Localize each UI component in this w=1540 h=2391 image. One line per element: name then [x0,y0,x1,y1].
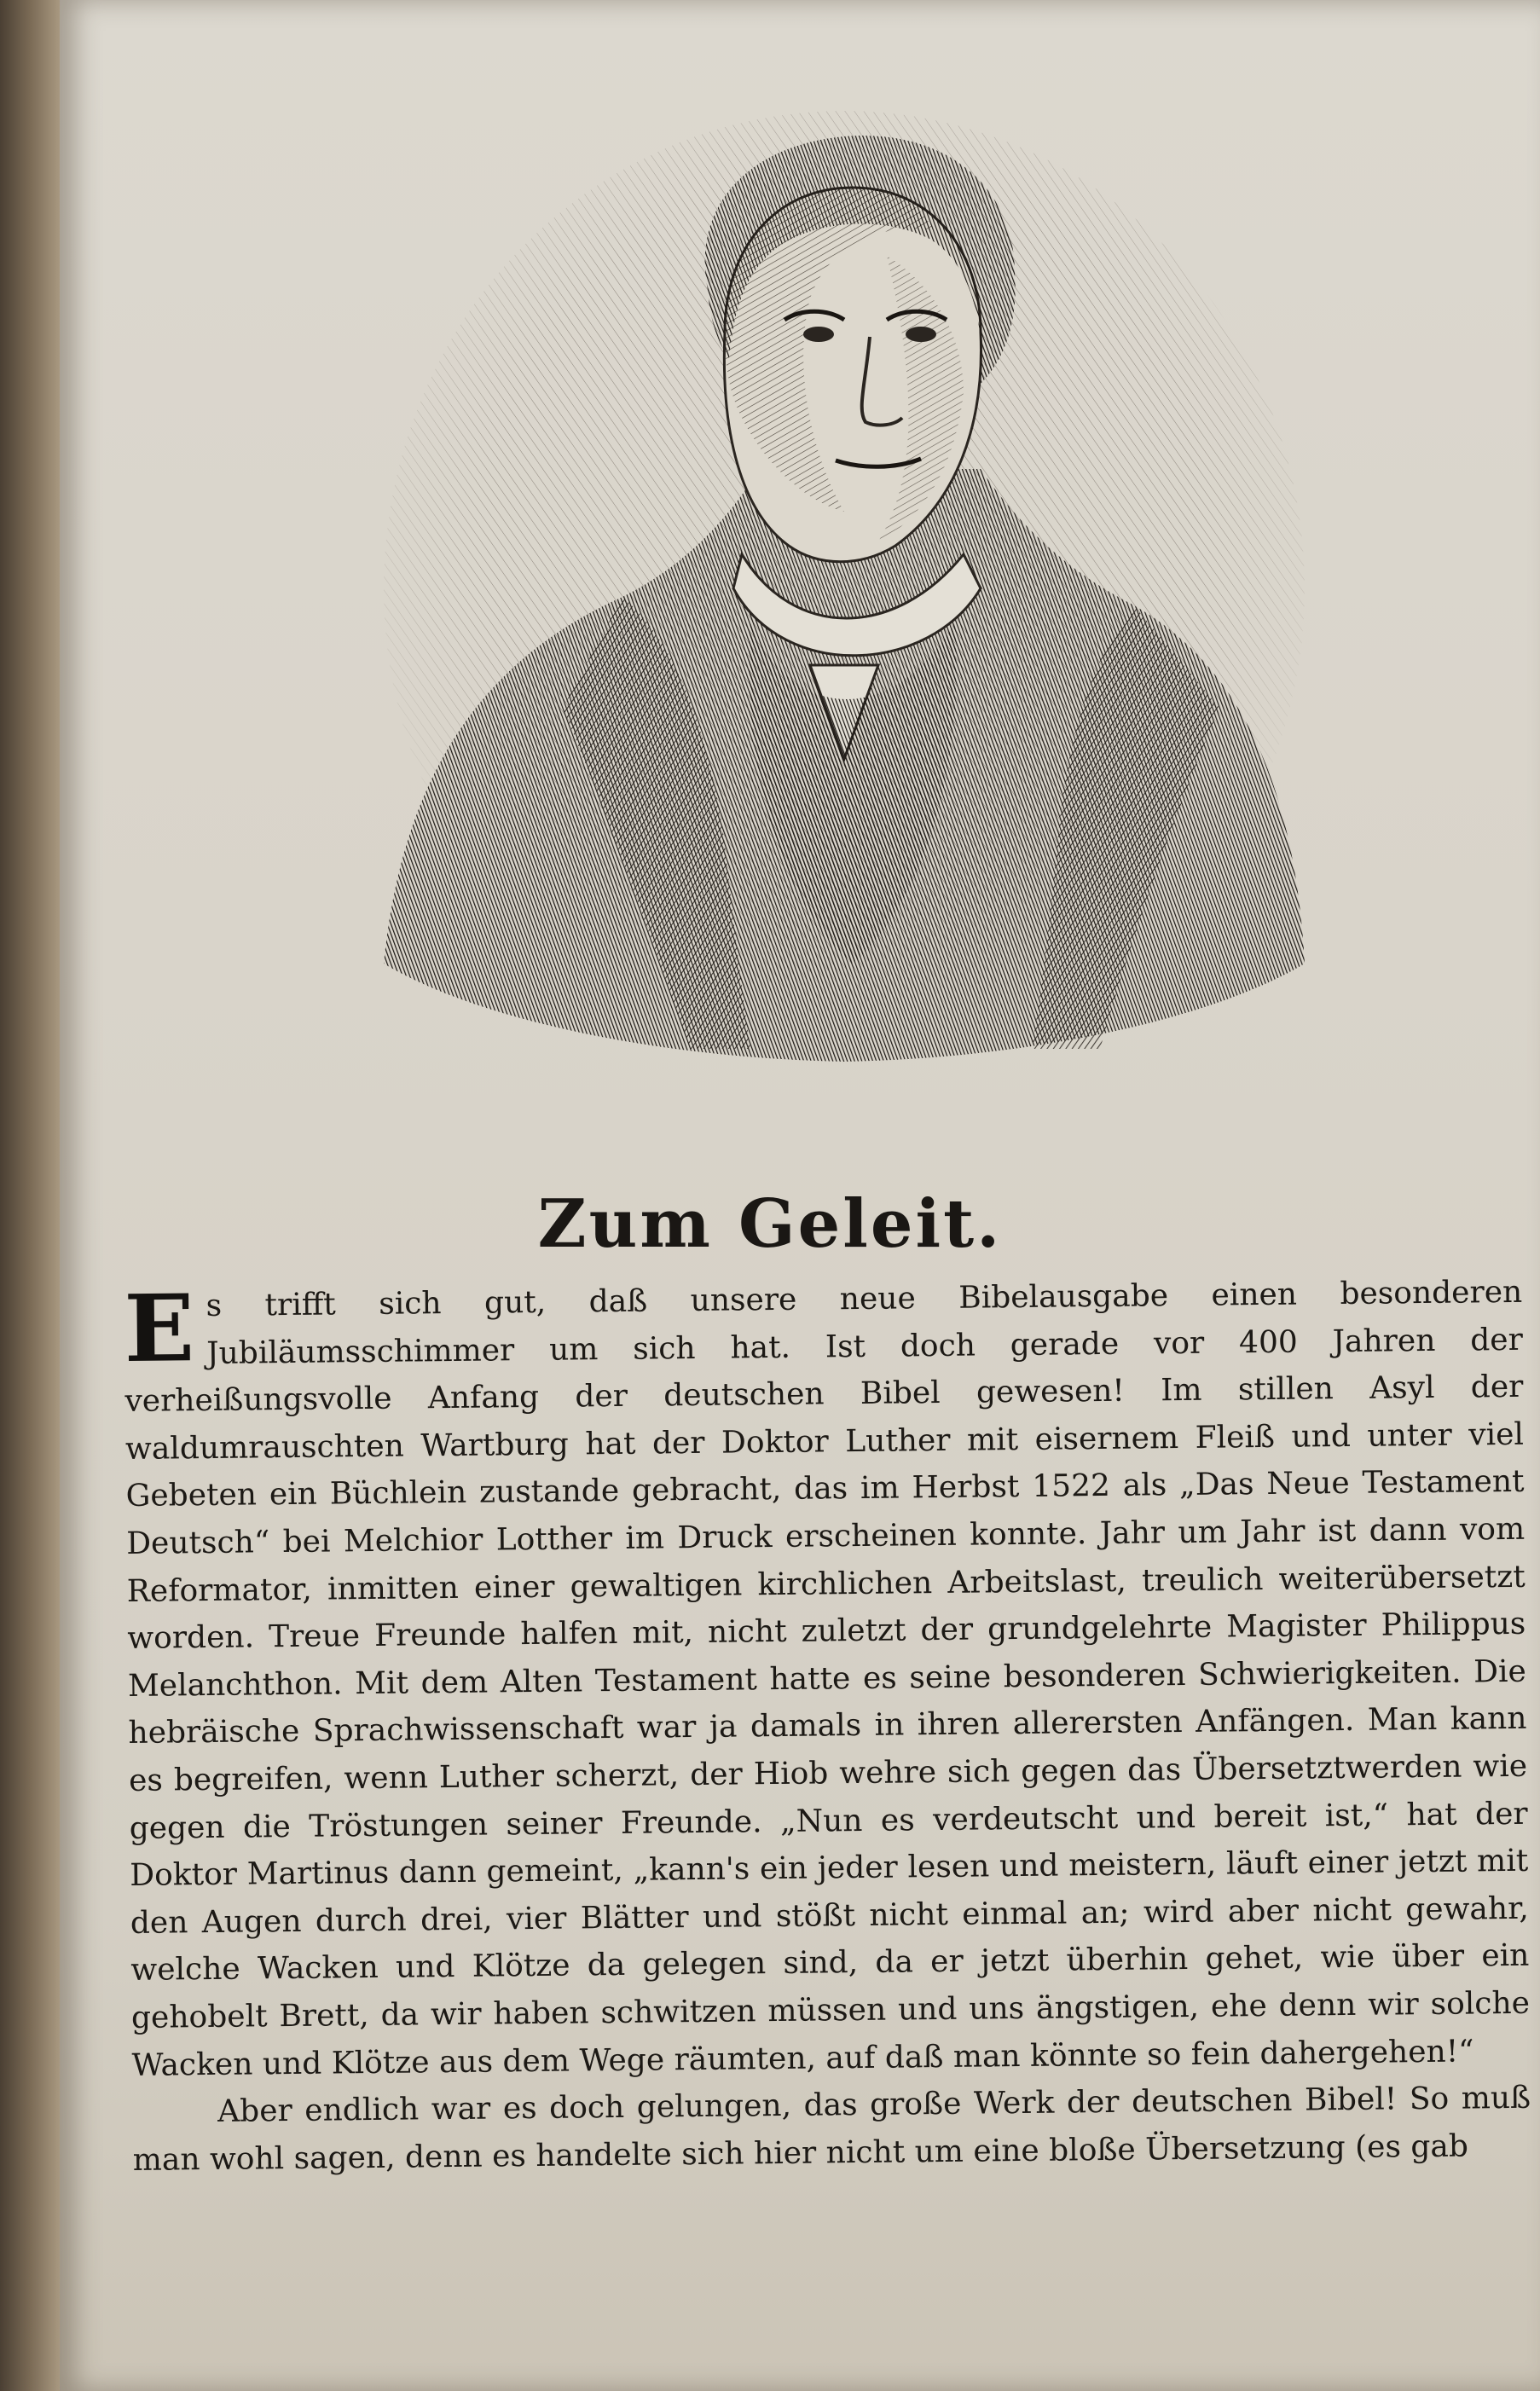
drop-cap: E [123,1275,195,1383]
paragraph-1-text: s trifft sich gut, daß unsere neue Bibelausgabe einen besonderen Jubiläumsschimmer um sich hat. Ist doch gerade vor 400 Jahren der verheißungsvolle Anfang der deutschen Bibel gewesen! Im stillen Asyl der waldumrauschten Wartburg hat der Doktor Luther mit eisernem Fleiß und unter viel Gebeten ein Büchlein zustande gebracht, das im Herbst 1522 als „Das Neue Testament Deutsch“ bei Melchior Lotther im Druck erscheinen konnte. Jahr um Jahr ist dann vom Reformator, inmitten einer gewaltigen kirchlichen Arbeitslast, treulich weiterübersetzt worden. Treue Freunde halfen mit, nicht zuletzt der grundgelehrte Magister Philippus Melanchthon. Mit dem Alten Testament hatte es seine besonderen Schwierigkeiten. Die hebräische Sprachwissenschaft war ja damals in ihren allerersten Anfängen. Man kann es begreifen, wenn Luther scherzt, der Hiob wehre sich gegen das Übersetztwerden wie gegen die Tröstungen seiner Freunde. „Nun es verdeutscht und bereit ist,“ hat der Doktor Martinus dann gemeint, „kann's ein jeder lesen und meistern, läuft einer jetzt mit den Augen durch drei, vier Blätter und stößt nicht einmal an; wird aber nicht gewahr, welche Wacken und Klötze da gelegen sind, da er jetzt überhin gehet, wie über ein gehobelt Brett, da wir haben schwitzen müssen und uns ängstigen, ehe denn wir solche Wacken und Klötze aus dem Wege räumten, auf daß man könnte so fein dahergehen!“ [124,1274,1531,2083]
body-text [124,1269,1531,2184]
portrait-engraving [367,111,1322,1074]
paragraph-1 [124,1269,1531,2089]
page-title: Zum Geleit. [537,1185,1003,1263]
paragraph-2: Aber endlich war es doch gelungen, das große Werk der deutschen Bibel! So muß man wohl sagen, denn es handelte sich hier nicht um eine bloße Übersetzung (es gab [132,2080,1531,2178]
